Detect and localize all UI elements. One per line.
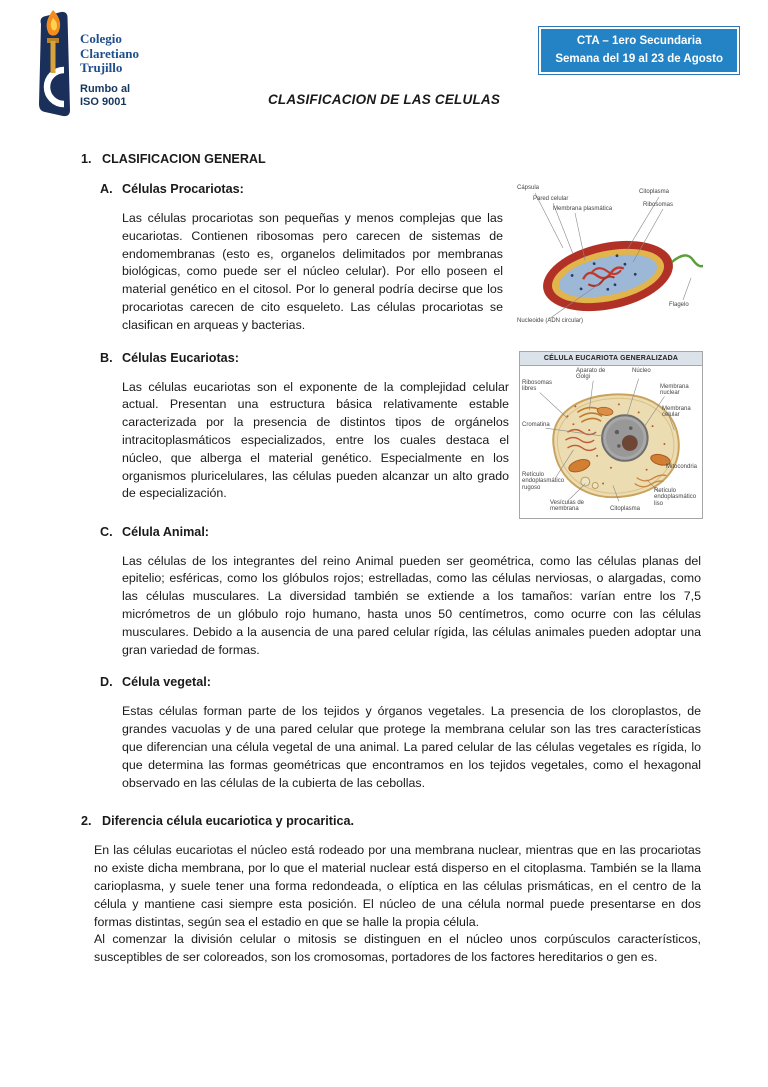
document-body: [0, 152, 768, 967]
figure-prokaryotic-cell: [513, 184, 703, 334]
page-header: [0, 0, 768, 132]
section2-paragraph-1: En las células eucariotas el núcleo está rodeado por una membrana nuclear, mientras que en las procariotas no existe dicha membrana, por lo que el material nuclear está disperso en el citoplasma. También se la llama carioplasma, y suele tener una forma redondeada, o elíptica en las células prismáticas, en el centro de la célula y mantiene casi siempre esta posición. El núcleo de una célula normal puede presentarse en dos formas distintas, según sea el estadio en que se halle la propia célula.: [94, 843, 701, 929]
figure1-label-capsula: Cápsula: [517, 185, 540, 191]
section2-title: Diferencia célula eucariotica y procaritica.: [102, 814, 354, 829]
subsection-b-title: Células Eucariotas:: [122, 350, 239, 365]
logo-name-line2: Claretiano: [80, 45, 139, 61]
figure2-label-vesiculas: Vesículas de membrana: [550, 499, 585, 513]
subsection-d-letter: D.: [100, 675, 113, 690]
figure2-label-mitocondria: Mitocondria: [666, 463, 698, 470]
logo-tagline-line1: Rumbo al: [80, 82, 131, 95]
figure1-label-ribosomas: Ribosomas: [643, 202, 674, 208]
section1-title: CLASIFICACION GENERAL: [102, 152, 266, 166]
figure2-label-ribosomas: Ribosomas libres: [522, 379, 553, 393]
course-badge: [538, 26, 740, 75]
figure2-label-golgi: Aparato de Golgi: [576, 367, 606, 381]
subsection-procariotas: [65, 182, 703, 335]
subsection-a-title: Células Procariotas:: [122, 182, 244, 196]
subsection-c-title: Célula Animal:: [122, 524, 210, 539]
figure2-label-mem-celular: Membrana celular: [662, 405, 691, 419]
logo-name-line1: Colegio: [80, 31, 122, 46]
subsection-eucariotas: [65, 350, 703, 513]
subsection-d-title: Célula vegetal:: [122, 675, 211, 690]
figure2-label-cromatina: Cromatina: [522, 421, 550, 428]
section2-paragraph-2: Al comenzar la división celular o mitosis se distinguen en el núcleo unos corpúsculos característicos, susceptibles de ser coloreados, son los cromosomas, portadores de los factores hereditarios o gen es.: [94, 932, 701, 965]
figure2-label-nucleo: Núcleo: [632, 367, 651, 374]
subsection-celula-animal: [65, 525, 703, 660]
figure2-label-mem-nuclear: Membrana nuclear: [660, 383, 689, 397]
figure1-label-pared: Pared celular: [533, 196, 569, 202]
logo-name-line3: Trujillo: [80, 60, 123, 76]
section2-number: 2.: [81, 814, 92, 829]
subsection-c-heading: [100, 525, 703, 539]
badge-course-line: CTA – 1ero Secundaria: [576, 35, 702, 47]
subsection-a-paragraph: Las células procariotas son pequeñas y menos complejas que las eucariotas. Contienen ribosomas pero carecen de sistemas de endomembranas (esto es, organelos delimitados por membranas biológicas, como puede ser el núcleo celular). Por ello poseen el material genético en el citosol. Por lo general podría decirse que los procariotas carecen de cito esqueleto. Las células procariotas se clasifican en arqueas y bacterias.: [122, 211, 503, 332]
subsection-a-letter: A.: [100, 182, 113, 196]
subsection-b-letter: B.: [100, 350, 113, 365]
figure2-label-rel: Retículo endoplasmático liso: [654, 487, 697, 508]
figure2-label-rer: Retículo endoplasmático rugoso: [522, 471, 565, 492]
subsection-b-paragraph: Las células eucariotas son el exponente de la complejidad celular actual. Presentan una estructura básica relativamente estable caracterizada por la presencia de distintos tipos de orgánelos intracitoplasmáticos especializados, entre los cuales destaca el núcleo, que alberga el material genético. Especialmente en los organismos pluricelulares, las células pueden alcanzar un alto grado de especialización.: [122, 379, 509, 501]
badge-week-line: Semana del 19 al 23 de Agosto: [555, 53, 723, 66]
figure-eukaryotic-cell: [519, 351, 703, 519]
page-title: CLASIFICACION DE LAS CELULAS: [267, 92, 501, 107]
subsection-d-paragraph: Estas células forman parte de los tejidos y órganos vegetales. La presencia de los cloroplastos, de grandes vacuolas y de una pared celular que protege la membrana celular son las tres características que diferencian una célula vegetal de una animal. La pared celular de las células vegetales es rígida, lo que determina las formas geométricas que encontramos en los tejidos vegetales, como el hexagonal observado en las células de la cubierta de las cebollas.: [122, 704, 701, 790]
figure1-label-flagelo: Flagelo: [669, 302, 689, 308]
section1-number: 1.: [81, 152, 92, 166]
figure1-label-membrana: Membrana plasmática: [553, 206, 613, 212]
subsection-c-paragraph: Las células de los integrantes del reino Animal pueden ser geométrica, como las células planas del epitelio; esféricas, como los glóbulos rojos; estrelladas, como las células nerviosas, o alargadas, como las células musculares. La diversidad también se extiende a los tamaños: varían entre los 7,5 micrómetros de un glóbulo rojo humano, hasta unos 50 centímetros, como ocurre con las células musculares. Debido a la ausencia de una pared celular rígida, las células animales pueden adoptar una gran variedad de formas.: [122, 553, 701, 657]
figure2-label-citoplasma: Citoplasma: [610, 505, 641, 512]
subsection-d-heading: [100, 675, 703, 689]
figure1-label-nucleoide: Nucleoide (ADN circular): [517, 318, 584, 324]
subsection-c-letter: C.: [100, 524, 113, 539]
subsection-celula-vegetal: [65, 675, 703, 792]
figure2-caption: CÉLULA EUCARIOTA GENERALIZADA: [520, 352, 702, 366]
section1-heading: [81, 152, 703, 166]
logo-tagline-line2: ISO 9001: [80, 96, 127, 109]
section2-heading: [81, 814, 703, 828]
figure1-label-citoplasma: Citoplasma: [639, 189, 670, 195]
